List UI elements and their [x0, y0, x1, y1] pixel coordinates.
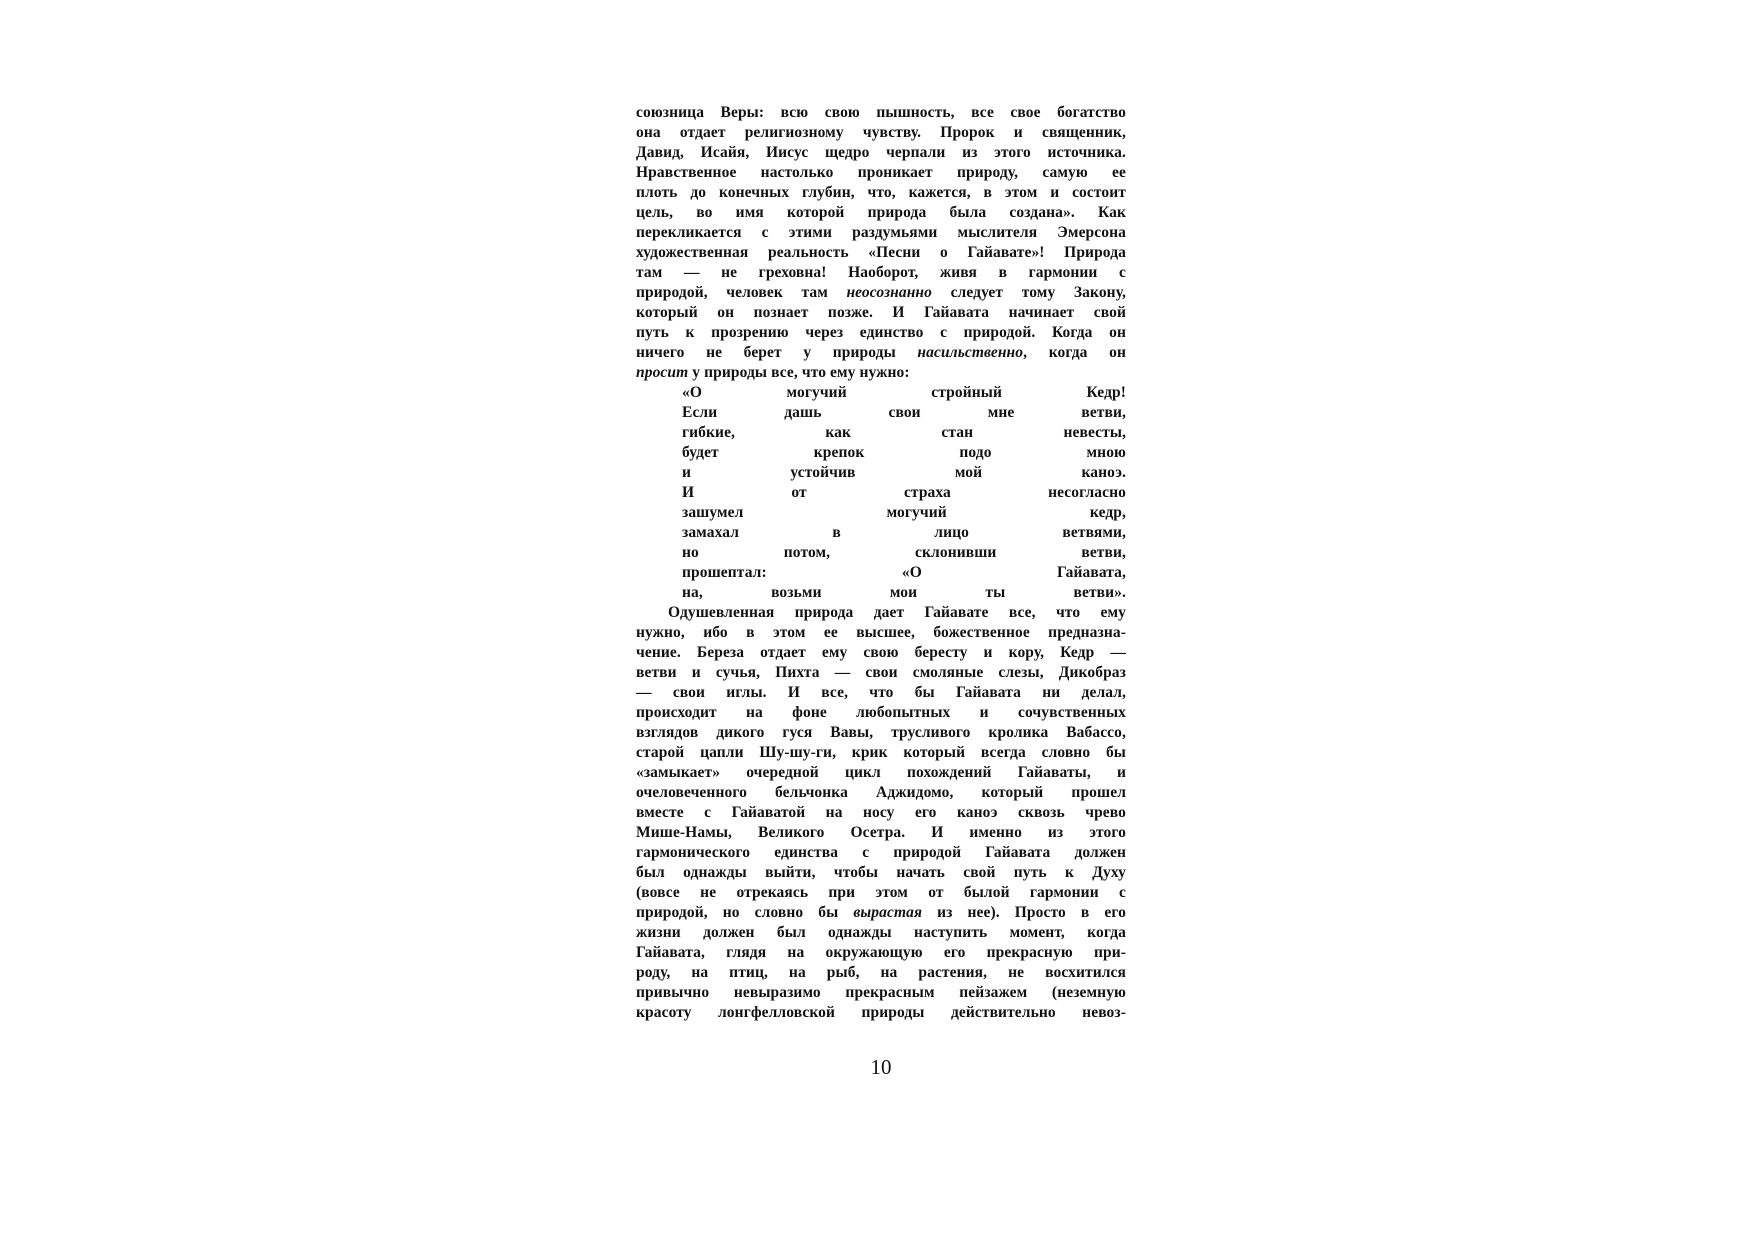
text-line: который он познает позже. И Гайавата начинает свой: [636, 304, 1126, 321]
page-number: 10: [870, 1055, 892, 1079]
verse-block: [682, 383, 1126, 603]
verse-line: прошептал: «О Гайавата,: [682, 564, 1126, 581]
text-line: [636, 343, 1126, 363]
verse-line: «О могучий стройный Кедр!: [682, 384, 1126, 401]
text-line: цель, во имя которой природа была создана». Как: [636, 204, 1126, 221]
verse-line: и устойчив мой каноэ.: [682, 464, 1126, 481]
text-line: художественная реальность «Песни о Гайавате»! Природа: [636, 244, 1126, 261]
text-line: Мише-Намы, Великого Осетра. И именно из этого: [636, 824, 1126, 841]
text-line: «замыкает» очередной цикл похождений Гайаваты, и: [636, 764, 1126, 781]
text-run: следует тому Закону,: [931, 284, 1126, 301]
text-line: [636, 903, 1126, 923]
text-line: Давид, Исайя, Иисус щедро черпали из этого источника.: [636, 144, 1126, 161]
text-line: красоту лонгфелловской природы действительно невоз-: [636, 1004, 1126, 1021]
text-run: у природы все, что ему нужно:: [688, 364, 910, 381]
text-line: [636, 283, 1126, 303]
verse-line: замахал в лицо ветвями,: [682, 524, 1126, 541]
text-line: перекликается с этими раздумьями мыслителя Эмерсона: [636, 224, 1126, 241]
text-run: природой, человек там: [636, 284, 847, 301]
text-line: нужно, ибо в этом ее высшее, божественное предназна-: [636, 624, 1126, 641]
text-line: был однажды выйти, чтобы начать свой путь к Духу: [636, 864, 1126, 881]
text-line: (вовсе не отрекаясь при этом от былой гармонии с: [636, 884, 1126, 901]
text-run: , когда он: [1023, 344, 1126, 361]
book-page: [636, 103, 1126, 1079]
text-line: ветви и сучья, Пихта — свои смоляные слезы, Дикобраз: [636, 664, 1126, 681]
italic-run: неосознанно: [846, 284, 932, 301]
text-line: взглядов дикого гуся Вавы, трусливого кролика Вабассо,: [636, 724, 1126, 741]
text-run: ничего не берет у природы: [636, 344, 918, 361]
text-line: — свои иглы. И все, что бы Гайавата ни делал,: [636, 684, 1126, 701]
text-line: союзница Веры: всю свою пышность, все свое богатство: [636, 104, 1126, 121]
text-line: Одушевленная природа дает Гайавате все, что ему: [668, 604, 1126, 621]
text-run: из нее). Просто в его: [922, 904, 1126, 921]
text-line: очеловеченного бельчонка Аджидомо, который прошел: [636, 784, 1126, 801]
verse-line: гибкие, как стан невесты,: [682, 424, 1126, 441]
italic-run: просит: [636, 364, 689, 381]
text-line: чение. Береза отдает ему свою бересту и кору, Кедр —: [636, 644, 1126, 661]
text-line: там — не греховна! Наоборот, живя в гармонии с: [636, 264, 1126, 281]
text-line: привычно невыразимо прекрасным пейзажем (неземную: [636, 984, 1126, 1001]
text-line: плоть до конечных глубин, что, кажется, в этом и состоит: [636, 184, 1126, 201]
verse-line: зашумел могучий кедр,: [682, 504, 1126, 521]
verse-line: Если дашь свои мне ветви,: [682, 404, 1126, 421]
italic-run: насильственно: [917, 344, 1024, 361]
text-line: происходит на фоне любопытных и сочувственных: [636, 704, 1126, 721]
italic-run: вырастая: [853, 904, 923, 921]
text-line: гармонического единства с природой Гайавата должен: [636, 844, 1126, 861]
page-text: [636, 103, 1126, 1023]
verse-line: И от страха несогласно: [682, 484, 1126, 501]
verse-line: будет крепок подо мною: [682, 444, 1126, 461]
text-line: Гайавата, глядя на окружающую его прекрасную при-: [636, 944, 1126, 961]
text-line: она отдает религиозному чувству. Пророк и священник,: [636, 124, 1126, 141]
text-line: Нравственное настолько проникает природу, самую ее: [636, 164, 1126, 181]
text-line: роду, на птиц, на рыб, на растения, не восхитился: [636, 964, 1126, 981]
verse-line: но потом, склонивши ветви,: [682, 544, 1126, 561]
text-run: природой, но словно бы: [636, 904, 854, 921]
text-line: старой цапли Шу-шу-ги, крик который всегда словно бы: [636, 744, 1126, 761]
verse-line: на, возьми мои ты ветви».: [682, 584, 1126, 601]
text-line: жизни должен был однажды наступить момент, когда: [636, 924, 1126, 941]
text-line: [636, 363, 1126, 383]
text-line: вместе с Гайаватой на носу его каноэ сквозь чрево: [636, 804, 1126, 821]
text-line: путь к прозрению через единство с природой. Когда он: [636, 324, 1126, 341]
